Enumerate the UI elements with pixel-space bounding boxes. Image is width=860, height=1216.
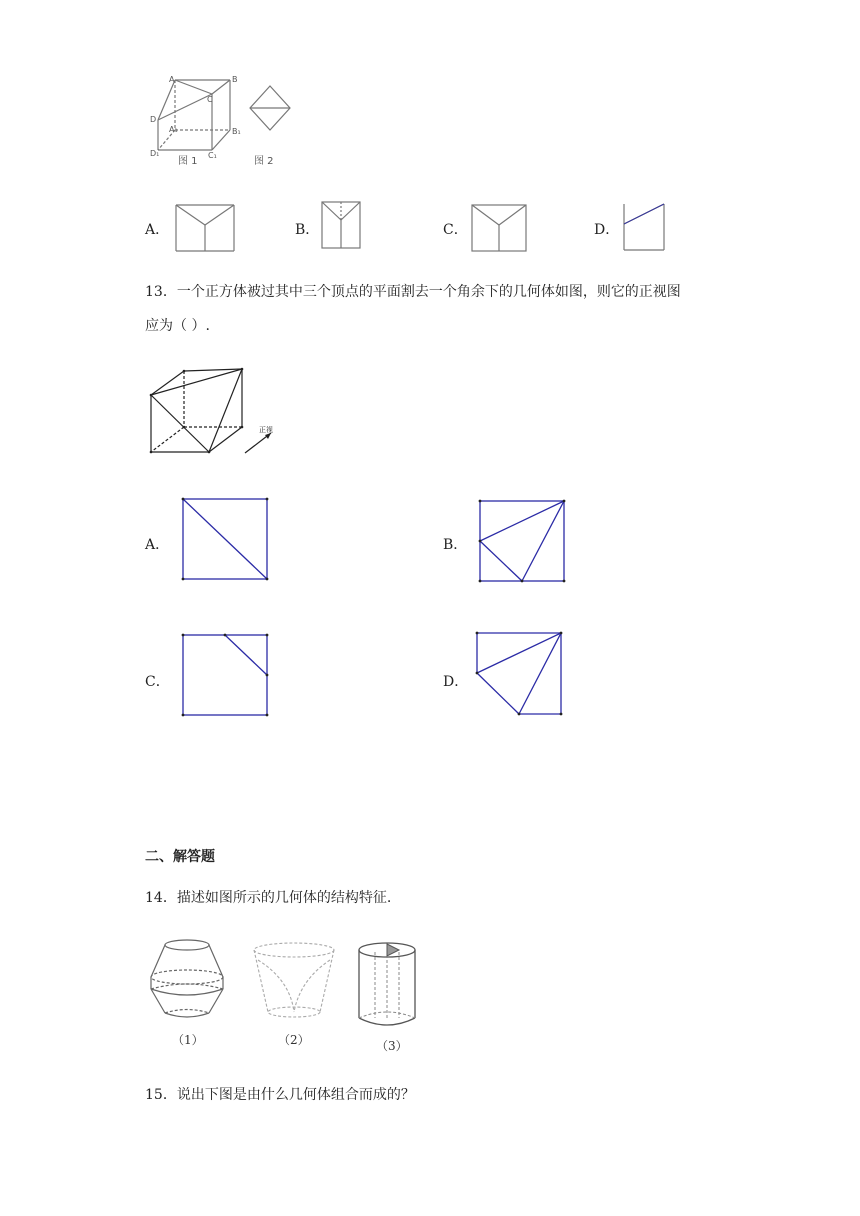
fig2-caption: 图 2 bbox=[254, 156, 274, 167]
q12-option-d-figure bbox=[620, 200, 668, 254]
q12-option-b-label[interactable]: B． bbox=[295, 222, 320, 238]
vertex-c1: C₁ bbox=[208, 151, 217, 160]
q14-solid-1-figure bbox=[145, 935, 230, 1025]
q14-question: 14．描述如图所示的几何体的结构特征. bbox=[145, 890, 392, 906]
q12-option-c-label[interactable]: C． bbox=[443, 222, 468, 238]
q12-figure-2-diamond bbox=[244, 80, 296, 150]
q13-option-c-label[interactable]: C． bbox=[145, 674, 170, 690]
q13-question-line2: 应为（ ）. bbox=[145, 318, 210, 334]
vertex-d: D bbox=[150, 115, 157, 124]
vertex-b1: B₁ bbox=[232, 127, 241, 136]
front-view-label: 正视 bbox=[259, 426, 273, 434]
q12-option-b-figure bbox=[320, 200, 362, 250]
caption-3-text: （3） bbox=[376, 1039, 408, 1053]
q14-caption-3 bbox=[376, 1036, 416, 1056]
q13-option-b-label[interactable]: B． bbox=[443, 537, 468, 553]
vertex-a: A bbox=[169, 75, 175, 84]
q12-option-c-figure bbox=[470, 203, 528, 253]
q12-option-a-figure bbox=[174, 203, 236, 253]
vertex-a1: A₁ bbox=[169, 125, 178, 134]
q13-option-a-figure bbox=[180, 496, 270, 582]
vertex-b: B bbox=[232, 75, 238, 84]
q12-option-a-label[interactable]: A． bbox=[145, 222, 170, 238]
fig1-caption: 图 1 bbox=[178, 156, 198, 167]
q12-option-d-label[interactable]: D． bbox=[594, 222, 620, 238]
q13-option-d-figure bbox=[474, 630, 566, 718]
vertex-c: C bbox=[207, 95, 213, 104]
q14-solid-3-figure bbox=[353, 940, 423, 1032]
q13-option-d-label[interactable]: D． bbox=[443, 674, 469, 690]
q14-solid-2-figure bbox=[250, 940, 340, 1025]
vertex-d1: D₁ bbox=[150, 149, 160, 158]
q13-cut-cube-figure bbox=[145, 365, 285, 460]
q15-question: 15．说出下图是由什么几何体组合而成的？ bbox=[145, 1087, 415, 1103]
caption-1-text: （1） bbox=[172, 1033, 204, 1047]
q13-option-c-figure bbox=[180, 632, 270, 718]
q12-figure-1-cube bbox=[150, 72, 240, 162]
q13-question-line1: 13．一个正方体被过其中三个顶点的平面割去一个角余下的几何体如图，则它的正视图 bbox=[145, 284, 681, 300]
caption-2-text: （2） bbox=[278, 1033, 310, 1047]
q13-option-a-label[interactable]: A． bbox=[145, 537, 170, 553]
q14-caption-1 bbox=[172, 1030, 212, 1050]
q14-caption-2 bbox=[278, 1030, 318, 1050]
q13-option-b-figure bbox=[477, 498, 567, 584]
section-heading: 二、解答题 bbox=[145, 849, 215, 865]
